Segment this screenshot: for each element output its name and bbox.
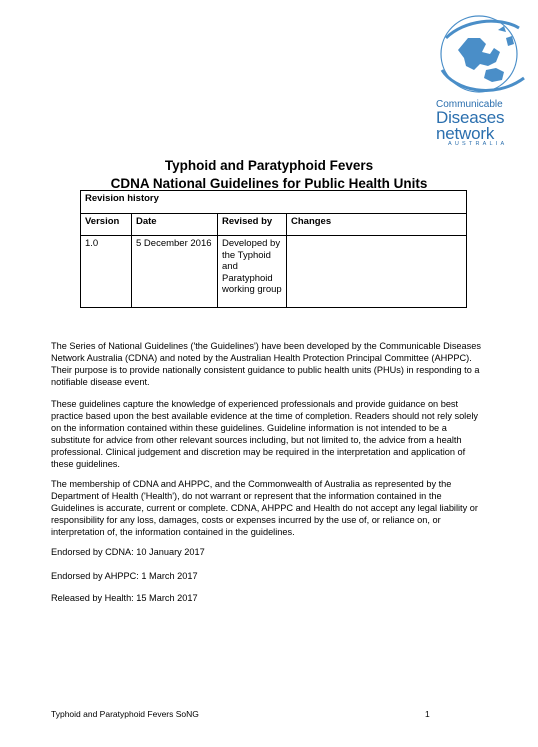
released-by-health: Released by Health: 15 March 2017 [51, 593, 198, 603]
logo-text-network: network [436, 124, 495, 143]
document-title: Typhoid and Paratyphoid Fevers [164, 158, 374, 173]
logo-text-diseases: Diseases [436, 108, 505, 127]
cell-revised-by: Developed by the Typhoid and Paratyphoid working group [218, 236, 287, 308]
table-header-row [81, 214, 467, 236]
header-revised-by: Revised by [218, 214, 287, 236]
revision-history-table [80, 190, 467, 308]
paragraph-series-intro: The Series of National Guidelines ('the Guidelines') have been developed by the Communicable Diseases Network Australia (CDNA) and noted by the Australian Health Protection Principal Committee (AHPPC). Their purpose is to provide nationally consistent guidance to public health units (PHUs) in responding to a notifiable disease event. [51, 341, 481, 387]
header-changes: Changes [287, 214, 467, 236]
paragraph-disclaimer: The membership of CDNA and AHPPC, and the Commonwealth of Australia as represented by the Department of Health ('Health'), do not warrant or represent that the information contained in the Guidelines is accurate, current or complete. CDNA, AHPPC and Health do not accept any legal liability or responsibility for any loss, damages, costs or expenses incurred by the use of, or reliance on, or interpretation of, the information contained in the guidelines. [51, 479, 478, 537]
cdna-logo [424, 8, 528, 148]
globe-icon [424, 8, 528, 100]
logo-text-communicable: Communicable [436, 99, 503, 110]
table-row [81, 236, 467, 308]
endorsed-by-cdna: Endorsed by CDNA: 10 January 2017 [51, 547, 205, 557]
revision-history-caption: Revision history [81, 191, 467, 214]
revision-history-caption-row [81, 191, 467, 214]
document-subtitle: CDNA National Guidelines for Public Health Units [110, 176, 428, 191]
footer-document-name: Typhoid and Paratyphoid Fevers SoNG [51, 709, 199, 719]
cell-date: 5 December 2016 [132, 236, 218, 308]
footer-page-number: 1 [425, 709, 430, 719]
cell-version: 1.0 [81, 236, 132, 308]
cell-changes [287, 236, 467, 308]
header-date: Date [132, 214, 218, 236]
endorsed-by-ahppc: Endorsed by AHPPC: 1 March 2017 [51, 571, 198, 581]
logo-text-australia: AUSTRALIA [448, 141, 508, 147]
paragraph-guidance: These guidelines capture the knowledge of experienced professionals and provide guidance on best practice based upon the best available evidence at the time of completion. Readers should not rely solely on the information contained within these guidelines. Guideline information is not intended to be a substitute for advice from other relevant sources including, but not limited to, the advice from a health professional. Clinical judgement and discretion may be required in the interpretation and application of these guidelines. [51, 399, 478, 469]
header-version: Version [81, 214, 132, 236]
